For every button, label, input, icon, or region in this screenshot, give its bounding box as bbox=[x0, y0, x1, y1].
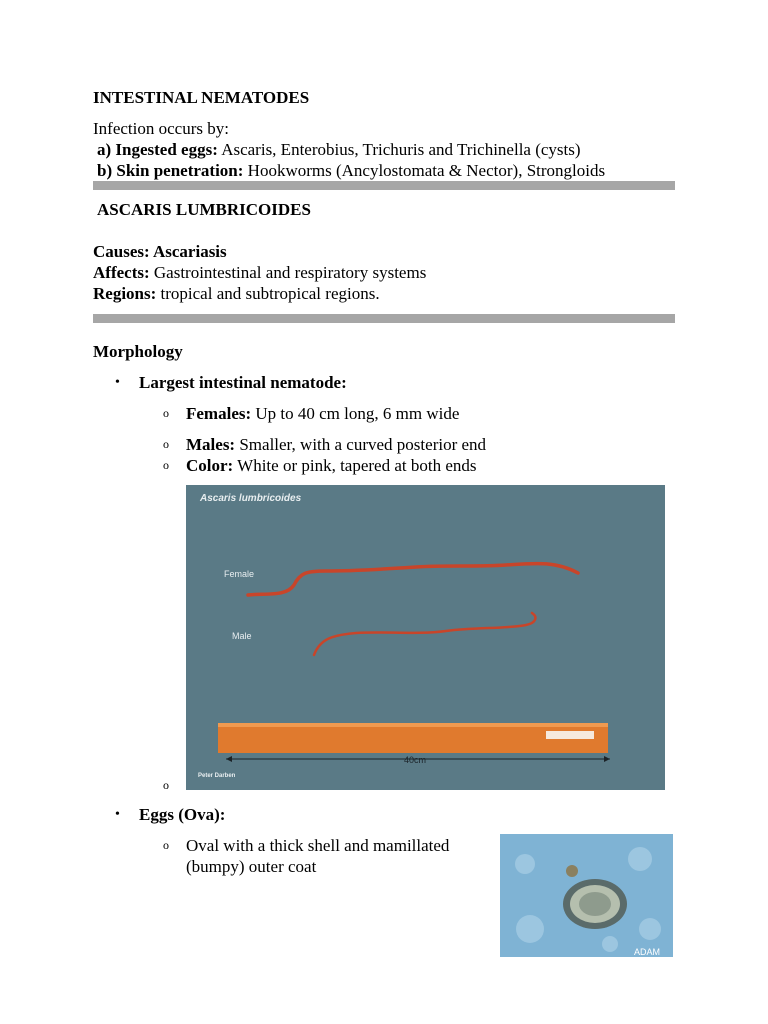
bullet-icon: • bbox=[115, 375, 120, 390]
watermark: ADAM bbox=[634, 947, 661, 957]
egg-micrograph bbox=[500, 834, 673, 957]
circle-bullet-icon: o bbox=[163, 778, 169, 792]
photo-caption: Ascaris lumbricoides bbox=[200, 493, 302, 504]
circle-bullet-icon: o bbox=[163, 458, 169, 472]
ascaris-worms-photo bbox=[186, 485, 665, 790]
circle-bullet-icon: o bbox=[163, 838, 169, 852]
affects-text: Gastrointestinal and respiratory systems bbox=[149, 263, 427, 282]
males-text: Smaller, with a curved posterior end bbox=[235, 435, 487, 454]
affects-label: Affects: bbox=[93, 263, 150, 282]
ruler-edge bbox=[218, 723, 608, 727]
bullet-icon: • bbox=[115, 807, 120, 822]
regions-line bbox=[93, 284, 380, 304]
infection-intro: Infection occurs by: bbox=[93, 119, 229, 138]
photo-credit: Peter Darben bbox=[198, 773, 236, 779]
ova-description-line1: Oval with a thick shell and mamillated bbox=[186, 836, 450, 855]
egg-illustration bbox=[500, 834, 673, 957]
largest-nematode-item: Largest intestinal nematode: bbox=[139, 373, 347, 392]
skin-penetration-label: b) Skin penetration: bbox=[97, 161, 244, 180]
circle-bullet-icon: o bbox=[163, 437, 169, 451]
female-label: Female bbox=[224, 569, 255, 579]
arrow-right-icon bbox=[604, 756, 610, 762]
males-item bbox=[186, 435, 486, 455]
male-worm bbox=[314, 613, 535, 655]
infection-line-a bbox=[97, 140, 581, 160]
male-label: Male bbox=[232, 631, 252, 641]
background-cell bbox=[602, 936, 618, 952]
divider-1 bbox=[93, 181, 675, 190]
females-label: Females: bbox=[186, 404, 252, 423]
females-text: Up to 40 cm long, 6 mm wide bbox=[251, 404, 460, 423]
skin-penetration-text: Hookworms (Ancylostomata & Nector), Strongloids bbox=[243, 161, 606, 180]
regions-label: Regions: bbox=[93, 284, 157, 303]
circle-bullet-icon: o bbox=[163, 406, 169, 420]
ingested-eggs-label: a) Ingested eggs: bbox=[97, 140, 218, 159]
color-text: White or pink, tapered at both ends bbox=[233, 456, 477, 475]
ruler-sticker bbox=[546, 731, 594, 739]
arrow-left-icon bbox=[226, 756, 232, 762]
infection-line-b bbox=[97, 161, 605, 181]
males-label: Males: bbox=[186, 435, 236, 454]
worms-illustration bbox=[186, 485, 665, 790]
causes-line: Causes: Ascariasis bbox=[93, 242, 227, 261]
background-cell bbox=[516, 915, 544, 943]
ova-description-line2: (bumpy) outer coat bbox=[186, 857, 317, 876]
background-cell bbox=[515, 854, 535, 874]
background-cell bbox=[639, 918, 661, 940]
ruler-label: 40cm bbox=[404, 755, 427, 765]
affects-line bbox=[93, 263, 426, 283]
regions-text: tropical and subtropical regions. bbox=[156, 284, 380, 303]
small-particle bbox=[566, 865, 578, 877]
morphology-heading: Morphology bbox=[93, 342, 183, 361]
section-heading: ASCARIS LUMBRICOIDES bbox=[97, 200, 311, 219]
color-item bbox=[186, 456, 477, 476]
color-label: Color: bbox=[186, 456, 234, 475]
background-cell bbox=[628, 847, 652, 871]
egg-core bbox=[579, 892, 611, 916]
ingested-eggs-text: Ascaris, Enterobius, Trichuris and Trichinella (cysts) bbox=[217, 140, 581, 159]
eggs-item: Eggs (Ova): bbox=[139, 805, 226, 824]
females-item bbox=[186, 404, 459, 424]
female-worm bbox=[248, 563, 578, 595]
divider-2 bbox=[93, 314, 675, 323]
page-title: INTESTINAL NEMATODES bbox=[93, 88, 310, 107]
